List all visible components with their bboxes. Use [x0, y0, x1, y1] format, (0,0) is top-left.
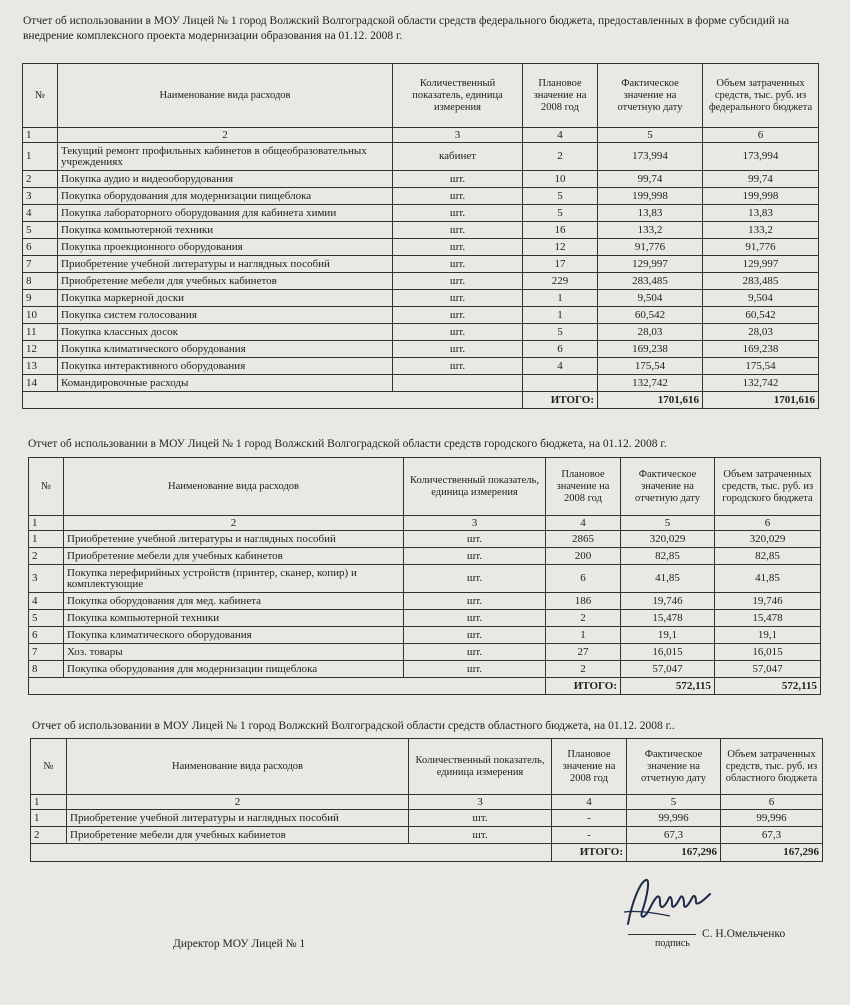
column-number: 1 [23, 128, 58, 143]
unit [393, 375, 523, 392]
table-row [31, 827, 823, 844]
expense-name: Покупка интерактивного оборудования [58, 358, 393, 375]
row-number: 4 [23, 205, 58, 222]
row-number: 8 [29, 661, 64, 678]
spent-value: 91,776 [703, 239, 819, 256]
regional-table-body [31, 739, 823, 862]
fact-value: 16,015 [621, 644, 715, 661]
spent-value: 82,85 [715, 548, 821, 565]
table-row [23, 143, 819, 171]
row-number: 7 [23, 256, 58, 273]
spent-value: 199,998 [703, 188, 819, 205]
table-row [23, 171, 819, 188]
plan-value: 2 [546, 661, 621, 678]
fact-value: 9,504 [598, 290, 703, 307]
unit: шт. [409, 827, 552, 844]
unit: шт. [393, 273, 523, 290]
row-number: 6 [29, 627, 64, 644]
unit: шт. [404, 548, 546, 565]
row-number: 8 [23, 273, 58, 290]
header-quantity: Количественный показатель, единица измерения [404, 458, 546, 516]
row-number: 10 [23, 307, 58, 324]
total-spent: 1701,616 [703, 392, 819, 409]
header-fact: Фактическое значение на отчетную дату [598, 64, 703, 128]
unit: шт. [393, 358, 523, 375]
unit: кабинет [393, 143, 523, 171]
table-row [31, 810, 823, 827]
header-plan: Плановое значение на 2008 год [523, 64, 598, 128]
header-plan: Плановое значение на 2008 год [552, 739, 627, 795]
row-number: 12 [23, 341, 58, 358]
header-spent: Объем затраченных средств, тыс. руб. из городского бюджета [715, 458, 821, 516]
column-number: 4 [523, 128, 598, 143]
plan-value: 2865 [546, 531, 621, 548]
expense-name: Хоз. товары [64, 644, 404, 661]
spent-value: 28,03 [703, 324, 819, 341]
column-numbers-row [23, 128, 819, 143]
row-number: 5 [23, 222, 58, 239]
plan-value: 2 [546, 610, 621, 627]
plan-value [523, 375, 598, 392]
plan-value: 200 [546, 548, 621, 565]
unit: шт. [404, 610, 546, 627]
unit: шт. [393, 290, 523, 307]
row-number: 3 [23, 188, 58, 205]
expense-name: Текущий ремонт профильных кабинетов в общеобразовательных учреждениях [58, 143, 393, 171]
header-row [29, 458, 821, 516]
spent-value: 99,74 [703, 171, 819, 188]
spent-value: 9,504 [703, 290, 819, 307]
header-no: № [23, 64, 58, 128]
row-number: 1 [31, 810, 67, 827]
fact-value: 91,776 [598, 239, 703, 256]
expense-name: Покупка климатического оборудования [64, 627, 404, 644]
column-numbers-row [31, 795, 823, 810]
fact-value: 41,85 [621, 565, 715, 593]
header-name: Наименование вида расходов [58, 64, 393, 128]
unit: шт. [393, 222, 523, 239]
row-number: 2 [23, 171, 58, 188]
table-row [29, 644, 821, 661]
total-row [29, 678, 821, 695]
fact-value: 129,997 [598, 256, 703, 273]
header-fact: Фактическое значение на отчетную дату [621, 458, 715, 516]
city-budget-table [28, 457, 821, 695]
expense-name: Покупка компьютерной техники [58, 222, 393, 239]
total-blank [29, 678, 546, 695]
expense-name: Приобретение мебели для учебных кабинетов [64, 548, 404, 565]
table-row [29, 531, 821, 548]
spent-value: 41,85 [715, 565, 821, 593]
handwritten-signature [610, 872, 720, 934]
unit: шт. [393, 324, 523, 341]
spent-value: 173,994 [703, 143, 819, 171]
unit: шт. [393, 188, 523, 205]
row-number: 11 [23, 324, 58, 341]
total-blank [23, 392, 523, 409]
spent-value: 283,485 [703, 273, 819, 290]
spent-value: 60,542 [703, 307, 819, 324]
unit: шт. [404, 627, 546, 644]
city-report-title: Отчет об использовании в МОУ Лицей № 1 город Волжский Волгоградской области средств городского бюджета, на 01.12. 2008 г. [28, 438, 667, 450]
row-number: 13 [23, 358, 58, 375]
total-spent: 572,115 [715, 678, 821, 695]
table-row [29, 565, 821, 593]
expense-name: Покупка перефирийных устройств (принтер, сканер, копир) и комплектующие [64, 565, 404, 593]
header-name: Наименование вида расходов [64, 458, 404, 516]
signature-line [628, 934, 696, 935]
total-spent: 167,296 [721, 844, 823, 862]
signature-caption: подпись [655, 938, 690, 949]
row-number: 9 [23, 290, 58, 307]
spent-value: 99,996 [721, 810, 823, 827]
plan-value: 1 [546, 627, 621, 644]
fact-value: 169,238 [598, 341, 703, 358]
column-number: 5 [627, 795, 721, 810]
column-number: 4 [552, 795, 627, 810]
unit: шт. [393, 307, 523, 324]
plan-value: 1 [523, 307, 598, 324]
expense-name: Покупка компьютерной техники [64, 610, 404, 627]
table-row [23, 222, 819, 239]
expense-name: Покупка систем голосования [58, 307, 393, 324]
unit: шт. [393, 256, 523, 273]
column-number: 5 [621, 516, 715, 531]
expense-name: Приобретение учебной литературы и наглядных пособий [58, 256, 393, 273]
federal-budget-table [22, 63, 819, 409]
unit: шт. [393, 205, 523, 222]
plan-value: - [552, 827, 627, 844]
plan-value: 4 [523, 358, 598, 375]
fact-value: 13,83 [598, 205, 703, 222]
plan-value: 6 [546, 565, 621, 593]
unit: шт. [404, 531, 546, 548]
fact-value: 60,542 [598, 307, 703, 324]
table-row [23, 273, 819, 290]
header-plan: Плановое значение на 2008 год [546, 458, 621, 516]
total-label: ИТОГО: [523, 392, 598, 409]
header-row [31, 739, 823, 795]
signer-name: С. Н.Омельченко [702, 928, 786, 940]
row-number: 14 [23, 375, 58, 392]
plan-value: 2 [523, 143, 598, 171]
row-number: 7 [29, 644, 64, 661]
expense-name: Покупка лабораторного оборудования для кабинета химии [58, 205, 393, 222]
column-number: 6 [703, 128, 819, 143]
total-fact: 167,296 [627, 844, 721, 862]
plan-value: 12 [523, 239, 598, 256]
federal-table-body [23, 64, 819, 409]
plan-value: 186 [546, 593, 621, 610]
fact-value: 19,1 [621, 627, 715, 644]
spent-value: 67,3 [721, 827, 823, 844]
table-row [23, 324, 819, 341]
fact-value: 283,485 [598, 273, 703, 290]
header-no: № [29, 458, 64, 516]
spent-value: 320,029 [715, 531, 821, 548]
director-title: Директор МОУ Лицей № 1 [173, 938, 306, 950]
row-number: 2 [29, 548, 64, 565]
spent-value: 19,746 [715, 593, 821, 610]
table-row [23, 256, 819, 273]
total-label: ИТОГО: [546, 678, 621, 695]
table-row [23, 341, 819, 358]
unit: шт. [409, 810, 552, 827]
unit: шт. [393, 341, 523, 358]
fact-value: 19,746 [621, 593, 715, 610]
total-fact: 1701,616 [598, 392, 703, 409]
row-number: 6 [23, 239, 58, 256]
header-spent: Объем затраченных средств, тыс. руб. из областного бюджета [721, 739, 823, 795]
plan-value: 16 [523, 222, 598, 239]
expense-name: Приобретение учебной литературы и наглядных пособий [64, 531, 404, 548]
header-no: № [31, 739, 67, 795]
header-row [23, 64, 819, 128]
city-table-body [29, 458, 821, 695]
regional-budget-table [30, 738, 823, 862]
spent-value: 16,015 [715, 644, 821, 661]
total-fact: 572,115 [621, 678, 715, 695]
column-number: 2 [64, 516, 404, 531]
fact-value: 199,998 [598, 188, 703, 205]
table-row [23, 239, 819, 256]
plan-value: 1 [523, 290, 598, 307]
plan-value: 6 [523, 341, 598, 358]
column-number: 3 [393, 128, 523, 143]
table-row [29, 548, 821, 565]
header-spent: Объем затраченных средств, тыс. руб. из федерального бюджета [703, 64, 819, 128]
fact-value: 57,047 [621, 661, 715, 678]
column-number: 2 [58, 128, 393, 143]
expense-name: Командировочные расходы [58, 375, 393, 392]
spent-value: 57,047 [715, 661, 821, 678]
column-number: 6 [721, 795, 823, 810]
total-label: ИТОГО: [552, 844, 627, 862]
expense-name: Приобретение мебели для учебных кабинетов [58, 273, 393, 290]
row-number: 1 [23, 143, 58, 171]
fact-value: 132,742 [598, 375, 703, 392]
column-number: 1 [31, 795, 67, 810]
table-row [29, 610, 821, 627]
unit: шт. [393, 171, 523, 188]
plan-value: 229 [523, 273, 598, 290]
plan-value: - [552, 810, 627, 827]
spent-value: 129,997 [703, 256, 819, 273]
table-row [23, 188, 819, 205]
expense-name: Приобретение учебной литературы и наглядных пособий [67, 810, 409, 827]
spent-value: 133,2 [703, 222, 819, 239]
row-number: 3 [29, 565, 64, 593]
expense-name: Покупка оборудования для мед. кабинета [64, 593, 404, 610]
fact-value: 28,03 [598, 324, 703, 341]
expense-name: Приобретение мебели для учебных кабинетов [67, 827, 409, 844]
column-number: 3 [409, 795, 552, 810]
unit: шт. [404, 644, 546, 661]
expense-name: Покупка оборудования для модернизации пищеблока [64, 661, 404, 678]
total-blank [31, 844, 552, 862]
row-number: 1 [29, 531, 64, 548]
fact-value: 320,029 [621, 531, 715, 548]
fact-value: 99,996 [627, 810, 721, 827]
table-row [29, 627, 821, 644]
fact-value: 15,478 [621, 610, 715, 627]
spent-value: 15,478 [715, 610, 821, 627]
table-row [23, 205, 819, 222]
column-numbers-row [29, 516, 821, 531]
table-row [23, 358, 819, 375]
spent-value: 132,742 [703, 375, 819, 392]
column-number: 1 [29, 516, 64, 531]
unit: шт. [404, 593, 546, 610]
unit: шт. [404, 661, 546, 678]
header-fact: Фактическое значение на отчетную дату [627, 739, 721, 795]
table-row [29, 593, 821, 610]
expense-name: Покупка маркерной доски [58, 290, 393, 307]
expense-name: Покупка климатического оборудования [58, 341, 393, 358]
expense-name: Покупка классных досок [58, 324, 393, 341]
plan-value: 5 [523, 205, 598, 222]
plan-value: 27 [546, 644, 621, 661]
expense-name: Покупка проекционного оборудования [58, 239, 393, 256]
federal-report-title: Отчет об использовании в МОУ Лицей № 1 город Волжский Волгоградской области средств федерального бюджета, предоставленных в форме субсидий на внедрение комплексного проекта модернизации образования на 01.12. 2008 г. [23, 15, 790, 42]
fact-value: 133,2 [598, 222, 703, 239]
header-quantity: Количественный показатель, единица измерения [393, 64, 523, 128]
table-row [29, 661, 821, 678]
header-name: Наименование вида расходов [67, 739, 409, 795]
fact-value: 99,74 [598, 171, 703, 188]
column-number: 5 [598, 128, 703, 143]
regional-report-title: Отчет об использовании в МОУ Лицей № 1 город Волжский Волгоградской области средств областного бюджета, на 01.12. 2008 г.. [32, 720, 675, 732]
spent-value: 13,83 [703, 205, 819, 222]
fact-value: 175,54 [598, 358, 703, 375]
expense-name: Покупка оборудования для модернизации пищеблока [58, 188, 393, 205]
plan-value: 5 [523, 324, 598, 341]
table-row [23, 290, 819, 307]
row-number: 4 [29, 593, 64, 610]
row-number: 5 [29, 610, 64, 627]
table-row [23, 307, 819, 324]
total-row [23, 392, 819, 409]
spent-value: 175,54 [703, 358, 819, 375]
column-number: 3 [404, 516, 546, 531]
table-row [23, 375, 819, 392]
column-number: 2 [67, 795, 409, 810]
column-number: 6 [715, 516, 821, 531]
fact-value: 173,994 [598, 143, 703, 171]
column-number: 4 [546, 516, 621, 531]
spent-value: 169,238 [703, 341, 819, 358]
unit: шт. [404, 565, 546, 593]
fact-value: 82,85 [621, 548, 715, 565]
total-row [31, 844, 823, 862]
spent-value: 19,1 [715, 627, 821, 644]
header-quantity: Количественный показатель, единица измерения [409, 739, 552, 795]
row-number: 2 [31, 827, 67, 844]
expense-name: Покупка аудио и видеооборудования [58, 171, 393, 188]
unit: шт. [393, 239, 523, 256]
plan-value: 5 [523, 188, 598, 205]
plan-value: 10 [523, 171, 598, 188]
fact-value: 67,3 [627, 827, 721, 844]
plan-value: 17 [523, 256, 598, 273]
